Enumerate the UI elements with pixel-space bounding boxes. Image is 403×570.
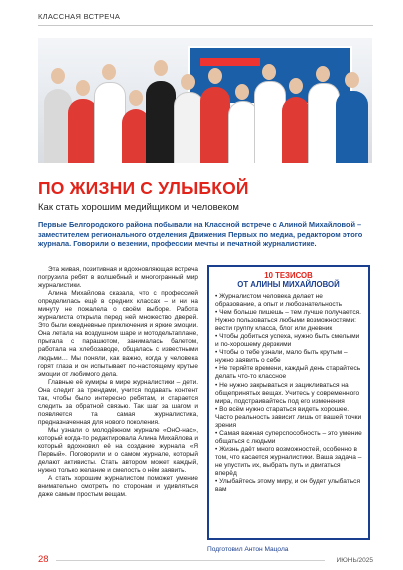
issue-date: ИЮНЬ/2025 bbox=[336, 557, 373, 564]
author-credit: Подготовил Антон Мацола bbox=[207, 546, 289, 553]
page-number: 28 bbox=[38, 554, 49, 565]
theses-box bbox=[207, 265, 370, 540]
thesis-item: • Чтобы добиться успеха, нужно быть смелыми и по-хорошему дерзкими bbox=[215, 333, 362, 349]
thesis-item: • Улыбайтесь этому миру, и он будет улыбаться вам bbox=[215, 478, 362, 494]
theses-title bbox=[215, 271, 362, 289]
paragraph: Главные её кумиры в мире журналистики – дети. Она следит за трендами, учится подавать контент так, чтобы было интересно ребятам, и старается следить за обратной связью. Так шаг за шагом и появляется та самая журналистика, предназначенная для нового поколения. bbox=[38, 378, 198, 426]
thesis-item: • Во всём нужно стараться видеть хорошее. Часто реальность зависит лишь от вашей точки зрения bbox=[215, 406, 362, 430]
article-subtitle: Как стать хорошим медийщиком и человеком bbox=[38, 202, 239, 213]
article-lead: Первые Белгородского района побывали на Классной встрече с Алиной Михайловой – заместителем регионального отделения Движения Первых по медиа, редактором этого журнала. Говорили о везении, профессии мечты и печатной журналистике. bbox=[38, 220, 363, 249]
thesis-item: • Чем больше пишешь – тем лучше получается. Нужно пользоваться любыми возможностями: вести группу класса, блог или дневник bbox=[215, 309, 362, 333]
theses-title-line2: ОТ АЛИНЫ МИХАЙЛОВОЙ bbox=[237, 280, 340, 289]
paragraph: Эта живая, позитивная и вдохновляющая встреча погрузила ребят в волшебный и многогранный мир журналистики. bbox=[38, 266, 198, 290]
thesis-item: • Журналистом человека делает не образование, а опыт и любознательность bbox=[215, 293, 362, 309]
thesis-item: • Чтобы о тебе узнали, мало быть крутым – нужно заявить о себе bbox=[215, 349, 362, 365]
paragraph: Мы узнали о молодёжном журнале «ОнО-нас», который когда-то редактировала Алина Михайлова и который вдохновил её на создание журнала «Я Первый». Поговорили и о самом журнале, который делают активисты. Стать автором может каждый, нужно только желание и смелость о нём заявить. bbox=[38, 426, 198, 475]
group-photo bbox=[38, 38, 372, 163]
paragraph: А стать хорошим журналистом поможет умение внимательно смотреть по сторонам и удивляться даже самым простым вещам. bbox=[38, 475, 198, 499]
header-rule bbox=[38, 25, 373, 26]
theses-title-line1: 10 ТЕЗИСОВ bbox=[264, 271, 313, 280]
theses-list bbox=[215, 293, 362, 494]
thesis-item: • Жизнь даёт много возможностей, особенно в том, что касается журналистики. Ваша задача – не упустить их, выбрать путь и двигаться вперёд bbox=[215, 446, 362, 478]
section-label: КЛАССНАЯ ВСТРЕЧА bbox=[38, 12, 121, 21]
article-body bbox=[38, 266, 198, 499]
paragraph: Алина Михайлова сказала, что с профессией определилась ещё в средних классах – и ни на минуту не пожалела о своём выборе. Работа журналиста открыла перед ней множество дверей. Это были ежедневные приключения и яркие эмоции. Она летала на воздушном шаре и мотодельтаплане, прыгала с парашютом, занималась балетом, работала на хлебозаводе, общалась с известными людьми… Мы поняли, как важно, когда у человека горят глаза и он испытывает по-настоящему крутые эмоции от любимого дела. bbox=[38, 290, 198, 378]
thesis-item: • Не нужно закрываться и зацикливаться на общепринятых вещах. Учитесь у современного мира, подстраивайтесь под его изменения bbox=[215, 382, 362, 406]
article-title: ПО ЖИЗНИ С УЛЫБКОЙ bbox=[38, 178, 249, 198]
footer-rule bbox=[56, 560, 325, 561]
thesis-item: • Не теряйте времени, каждый день старайтесь делать что-то классное bbox=[215, 365, 362, 381]
thesis-item: • Самая важная суперспособность – это умение общаться с людьми bbox=[215, 430, 362, 446]
